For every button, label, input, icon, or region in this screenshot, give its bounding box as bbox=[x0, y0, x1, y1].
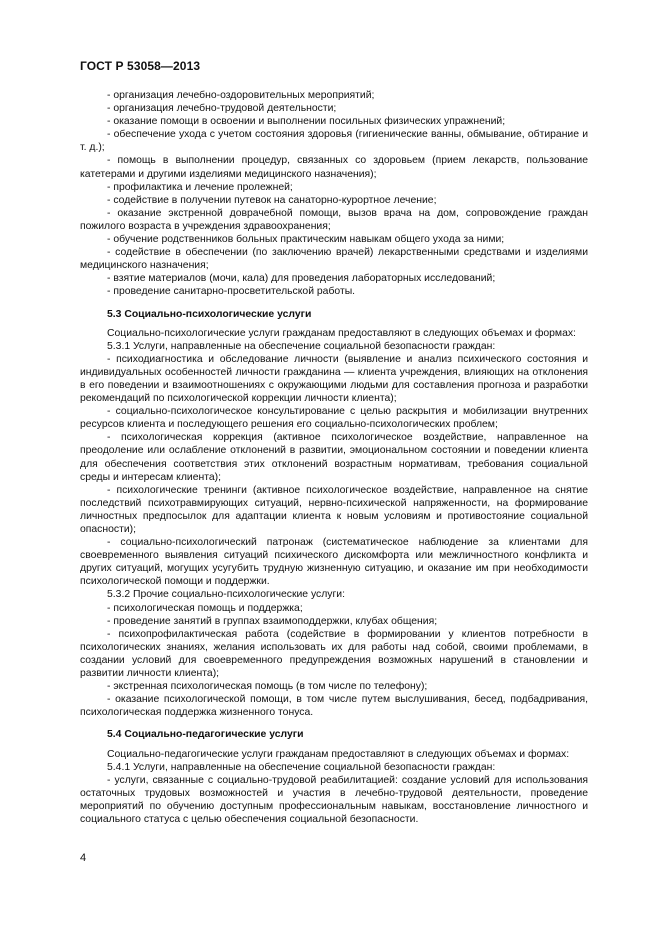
document-body bbox=[80, 89, 588, 826]
list-item: - помощь в выполнении процедур, связанных со здоровьем (прием лекарств, пользование катетерами и другими изделиями медицинского назначения); bbox=[80, 155, 588, 180]
paragraph: Социально-педагогические услуги гражданам предоставляют в следующих объемах и формах: bbox=[107, 748, 570, 760]
list-item: - проведение санитарно-просветительской работы. bbox=[107, 286, 356, 298]
list-item: - психодиагностика и обследование личности (выявление и анализ психического состояния и индивидуальных особенностей личности гражданина — клиента учреждения, влияющих на отклонения в его поведении и взаимоотношениях с окружающими людьми для составления прогноза и разработки рекомендаций по психологической коррекции личности клиента); bbox=[80, 353, 588, 405]
paragraph: 5.3.2 Прочие социально-психологические услуги: bbox=[107, 589, 345, 601]
list-item: - социально-психологический патронаж (систематическое наблюдение за клиентами для своевременного выявления ситуаций психического дискомфорта или межличностного конфликта и других ситуаций, могущих усугубить трудную жизненную ситуацию, и оказание им при необходимости психологической помощи и поддержки. bbox=[80, 537, 588, 588]
list-item: - психологические тренинги (активное психологическое воздействие, направленное на снятие последствий психотравмирующих ситуаций, нервно-психической напряженности, на формирование личностных предпосылок для адаптации клиента к новым условиям и противостояние социальной опасности); bbox=[80, 484, 588, 535]
paragraph: Социально-психологические услуги гражданам предоставляют в следующих объемах и формах: bbox=[107, 327, 576, 339]
list-item: - социально-психологическое консультирование с целью раскрытия и мобилизации внутренних ресурсов клиента и последующего решения его социально-психологических проблем; bbox=[80, 406, 588, 431]
list-item: - обучение родственников больных практическим навыкам общего ухода за ними; bbox=[107, 234, 505, 246]
section-heading: 5.4 Социально-педагогические услуги bbox=[107, 729, 304, 741]
list-item: - оказание помощи в освоении и выполнении посильных физических упражнений; bbox=[107, 116, 506, 128]
list-item: - содействие в получении путевок на санаторно-курортное лечение; bbox=[107, 194, 437, 206]
paragraph: 5.4.1 Услуги, направленные на обеспечение социальной безопасности граждан: bbox=[107, 761, 496, 773]
list-item: - психопрофилактическая работа (содействие в формировании у клиентов потребности в психологических знаниях, желания использовать их для работы над собой, своими проблемами, в создании условий для своевременного предупреждения возможных нарушений в становлении и развитии личности клиента); bbox=[80, 628, 588, 680]
section-heading: 5.3 Социально-психологические услуги bbox=[107, 308, 312, 320]
page-number: 4 bbox=[80, 852, 87, 864]
list-item: - профилактика и лечение пролежней; bbox=[107, 181, 293, 193]
list-item: - проведение занятий в группах взаимоподдержки, клубах общения; bbox=[107, 615, 438, 627]
list-item: - экстренная психологическая помощь (в том числе по телефону); bbox=[107, 681, 428, 693]
list-item: - обеспечение ухода с учетом состояния здоровья (гигиенические ванны, обмывание, обтирание и т. д.); bbox=[80, 129, 588, 154]
list-item: - психологическая коррекция (активное психологическое воздействие, направленное на преодоление или ослабление отклонений в развитии, эмоциональном состоянии и поведении клиента для обеспечения соответствия этих отклонений возрастным нормативам, требования социальной среды и интересам клиента); bbox=[80, 432, 588, 483]
list-item: - оказание психологической помощи, в том числе путем выслушивания, бесед, подбадривания, психологическая поддержка жизненного тонуса. bbox=[80, 694, 588, 719]
document-header: ГОСТ Р 53058—2013 bbox=[80, 59, 201, 73]
paragraph: 5.3.1 Услуги, направленные на обеспечение социальной безопасности граждан: bbox=[107, 340, 496, 352]
list-item: - психологическая помощь и поддержка; bbox=[107, 602, 303, 614]
list-item: - услуги, связанные с социально-трудовой реабилитацией: создание условий для использования остаточных трудовых возможностей и участия в лечебно-трудовой деятельности, проведение мероприятий по обучению доступным профессиональным навыкам, восстановление личностного и социального статуса с целью обеспечения социальной безопасности. bbox=[80, 774, 588, 825]
list-item: - организация лечебно-трудовой деятельности; bbox=[107, 103, 337, 115]
list-item: - оказание экстренной доврачебной помощи, вызов врача на дом, сопровождение граждан пожилого возраста в учреждения здравоохранения; bbox=[80, 207, 588, 232]
list-item: - взятие материалов (мочи, кала) для проведения лабораторных исследований; bbox=[107, 273, 496, 285]
list-item: - организация лечебно-оздоровительных мероприятий; bbox=[107, 90, 375, 101]
list-item: - содействие в обеспечении (по заключению врачей) лекарственными средствами и изделиями медицинского назначения; bbox=[80, 247, 588, 272]
